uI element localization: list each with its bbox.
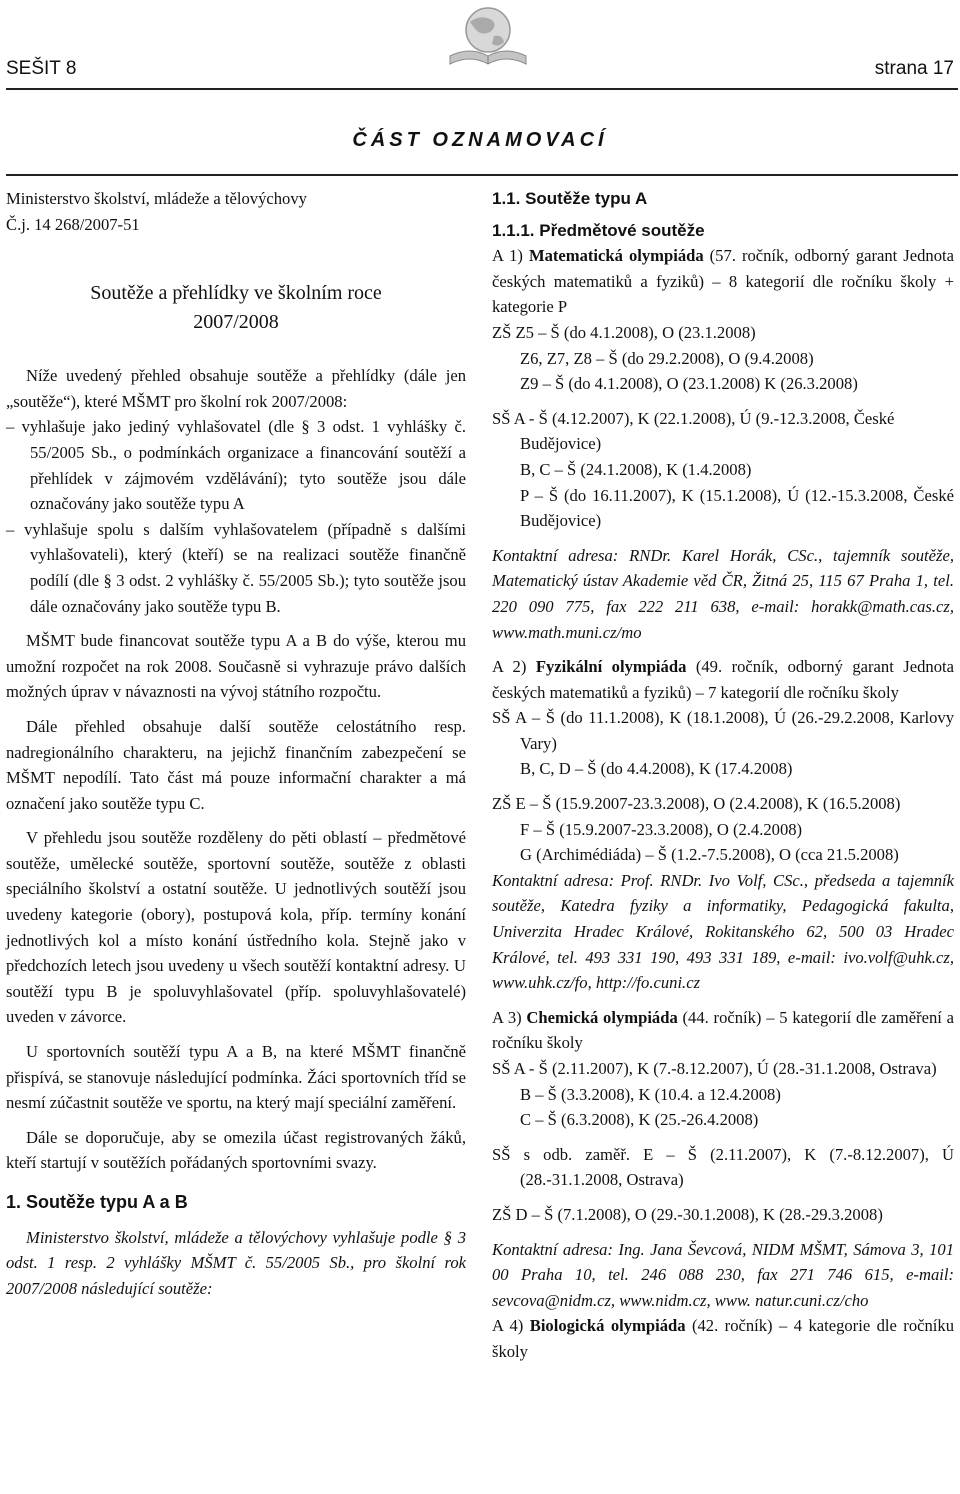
- recommendation-paragraph: Dále se doporučuje, aby se omezila účast registrovaných žáků, kteří startují v soutěžích pořádaných sportovními svazy.: [6, 1127, 466, 1173]
- competition-a4: A 4) Biologická olympiáda (42. ročník) – 4 kategorie dle ročníku školy: [492, 1316, 954, 1361]
- competition-a1: A 1) Matematická olympiáda (57. ročník, odborný garant Jednota českých matematiků a fyziků) – 8 kategorií dle ročníku školy + kategorie P: [492, 246, 954, 317]
- schedule-line: G (Archimédiáda) – Š (1.2.-7.5.2008), O (cca 21.5.2008): [520, 845, 899, 865]
- schedule-line: C – Š (6.3.2008), K (25.-26.4.2008): [520, 1110, 759, 1130]
- intro-paragraph: Níže uvedený přehled obsahuje soutěže a přehlídky (dále jen „soutěže“), které MŠMT pro školní rok 2007/2008:: [6, 366, 466, 411]
- page-number: strana 17: [874, 58, 954, 79]
- competition-a3-name: Chemická olympiáda: [526, 1007, 678, 1027]
- competition-a3: A 3) Chemická olympiáda (44. ročník) – 5 kategorií dle zaměření a ročníku školy: [492, 1007, 955, 1053]
- announcement-paragraph: Ministerstvo školství, mládeže a tělovýchovy vyhlašuje podle § 3 odst. 1 resp. 2 vyhlášky MŠMT č. 55/2005 Sb., pro školní rok 2007/2008 následující soutěže:: [6, 1227, 466, 1298]
- schedule-line: ZŠ Z5 – Š (do 4.1.2008), O (23.1.2008): [492, 322, 756, 342]
- contact-address-a1: Kontaktní adresa: RNDr. Karel Horák, CSc., tajemník soutěže, Matematický ústav Akademie věd ČR, Žitná 25, 115 67 Praha 1, tel. 220 090 775, fax 222 211 638, e-mail: horakk@math.cas.cz, www.math.muni.cz/mo: [492, 545, 954, 642]
- schedule-line: B – Š (3.3.2008), K (10.4. a 12.4.2008): [520, 1084, 781, 1104]
- schedule-line: ZŠ E – Š (15.9.2007-23.3.2008), O (2.4.2008), K (16.5.2008): [492, 794, 901, 814]
- section-heading-1: 1. Soutěže typu A a B: [6, 1192, 188, 1212]
- issuer: Ministerstvo školství, mládeže a tělovýchovy: [6, 189, 307, 208]
- schedule-line: ZŠ D – Š (7.1.2008), O (29.-30.1.2008), K (28.-29.3.2008): [492, 1204, 883, 1224]
- running-header-left: SEŠIT 8: [6, 58, 77, 79]
- left-column: [6, 186, 466, 1301]
- schedule-line: Z9 – Š (do 4.1.2008), O (23.1.2008) K (26.3.2008): [520, 374, 858, 394]
- schedule-line: P – Š (do 16.11.2007), K (15.1.2008), Ú (12.-15.3.2008, České Budějovice): [520, 485, 954, 531]
- section-rule: [6, 174, 958, 176]
- schedule-line: B, C – Š (24.1.2008), K (1.4.2008): [520, 459, 752, 479]
- competition-a4-name: Biologická olympiáda: [529, 1316, 686, 1336]
- reference-number: Č.j. 14 268/2007-51: [6, 214, 140, 234]
- schedule-line: Z6, Z7, Z8 – Š (do 29.2.2008), O (9.4.2008): [520, 348, 814, 368]
- header-rule: [6, 88, 958, 90]
- heading-1-1: 1.1. Soutěže typu A: [492, 189, 648, 208]
- contact-address-a2: Kontaktní adresa: Prof. RNDr. Ivo Volf, CSc., předseda a tajemník soutěže, Katedra fyziky a informatiky, Pedagogická fakulta, Univerzita Hradec Králové, Rokitanského 62, 500 03 Hradec Králové, tel. 493 331 190, 493 331 189, e-mail: ivo.volf@uhk.cz, www.uhk.cz/fo, http://fo.cuni.cz: [492, 870, 954, 993]
- schedule-line: SŠ A - Š (2.11.2007), K (7.-8.12.2007), Ú (28.-31.1.2008, Ostrava): [492, 1059, 937, 1078]
- schedule-line: SŠ s odb. zaměř. E – Š (2.11.2007), K (7.-8.12.2007), Ú (28.-31.1.2008, Ostrava): [492, 1144, 954, 1190]
- heading-1-1-1: 1.1.1. Předmětové soutěže: [492, 220, 705, 240]
- competition-a2-name: Fyzikální olympiáda: [535, 657, 687, 677]
- document-title-line1: Soutěže a přehlídky ve školním roce: [90, 282, 382, 305]
- overview-paragraph: V přehledu jsou soutěže rozděleny do pěti oblastí – předmětové soutěže, umělecké soutěže, sportovní soutěže, soutěže z oblasti speciálního školství a ostatní soutěže. U jednotlivých soutěží jsou uvedeny kategorie (obory), postupová kola, příp. termíny konání jednotlivých kol a místo konání ústředního kola. Stejně jako v předchozích letech jsou uvedeny u všech soutěží kontaktní adresy. U soutěží typu B je spoluvyhlašovatel (příp. spoluvyhlašovatelé) uveden v závorce.: [6, 828, 466, 1027]
- competition-a2: A 2) Fyzikální olympiáda (49. ročník, odborný garant Jednota českých matematiků a fyziků) – 7 kategorií dle ročníku školy: [492, 657, 954, 702]
- type-c-paragraph: Dále přehled obsahuje další soutěže celostátního resp. nadregionálního charakteru, na jejichž finančním zabezpečení se MŠMT nepodílí. Tato část má pouze informační charakter a má označení jako soutěže typu C.: [6, 716, 466, 813]
- schedule-line: SŠ A – Š (do 11.1.2008), K (18.1.2008), Ú (26.-29.2.2008, Karlovy Vary): [492, 708, 954, 753]
- section-title: ČÁST OZNAMOVACÍ: [352, 129, 608, 151]
- competition-a1-name: Matematická olympiáda: [528, 246, 704, 266]
- contact-address-a3: Kontaktní adresa: Ing. Jana Ševcová, NIDM MŠMT, Sámova 3, 101 00 Praha 10, tel. 246 088 230, fax 271 746 615, e-mail: sevcova@nidm.cz, www.nidm.cz, www. natur.cuni.cz/cho: [492, 1239, 954, 1310]
- financing-paragraph: MŠMT bude financovat soutěže typu A a B do výše, kterou mu umožní rozpočet na rok 2008. Současně si vyhrazuje právo dalších možných úprav v návaznosti na vývoj státního rozpočtu.: [6, 631, 466, 702]
- schedule-line: B, C, D – Š (do 4.4.2008), K (17.4.2008): [520, 759, 793, 779]
- right-column: [492, 186, 954, 1365]
- schedule-line: F – Š (15.9.2007-23.3.2008), O (2.4.2008): [520, 819, 803, 839]
- list-item-type-b: – vyhlašuje spolu s dalším vyhlašovatelem (případně s dalšími vyhlašovateli), který (kteří) se na realizaci soutěže finančně podílí (dle § 3 odst. 2 vyhlášky č. 55/2005 Sb.); tyto soutěže jsou dále označovány jako soutěže typu B.: [6, 519, 466, 616]
- globe-book-icon: [440, 0, 536, 70]
- list-item-type-a: – vyhlašuje jako jediný vyhlašovatel (dle § 3 odst. 1 vyhlášky č. 55/2005 Sb., o podmínkách organizace a financování soutěží a přehlídek v zájmovém vzdělávání); tyto soutěže jsou dále označovány jako soutěže typu A: [6, 417, 466, 514]
- sport-condition-paragraph: U sportovních soutěží typu A a B, na které MŠMT finančně přispívá, se stanovuje následující podmínka. Žáci sportovních tříd se nesmí zúčastnit soutěže ve sportu, na který mají speciální zaměření.: [6, 1042, 466, 1113]
- schedule-line: SŠ A - Š (4.12.2007), K (22.1.2008), Ú (9.-12.3.2008, České Budějovice): [492, 408, 895, 454]
- document-title-line2: 2007/2008: [193, 311, 279, 334]
